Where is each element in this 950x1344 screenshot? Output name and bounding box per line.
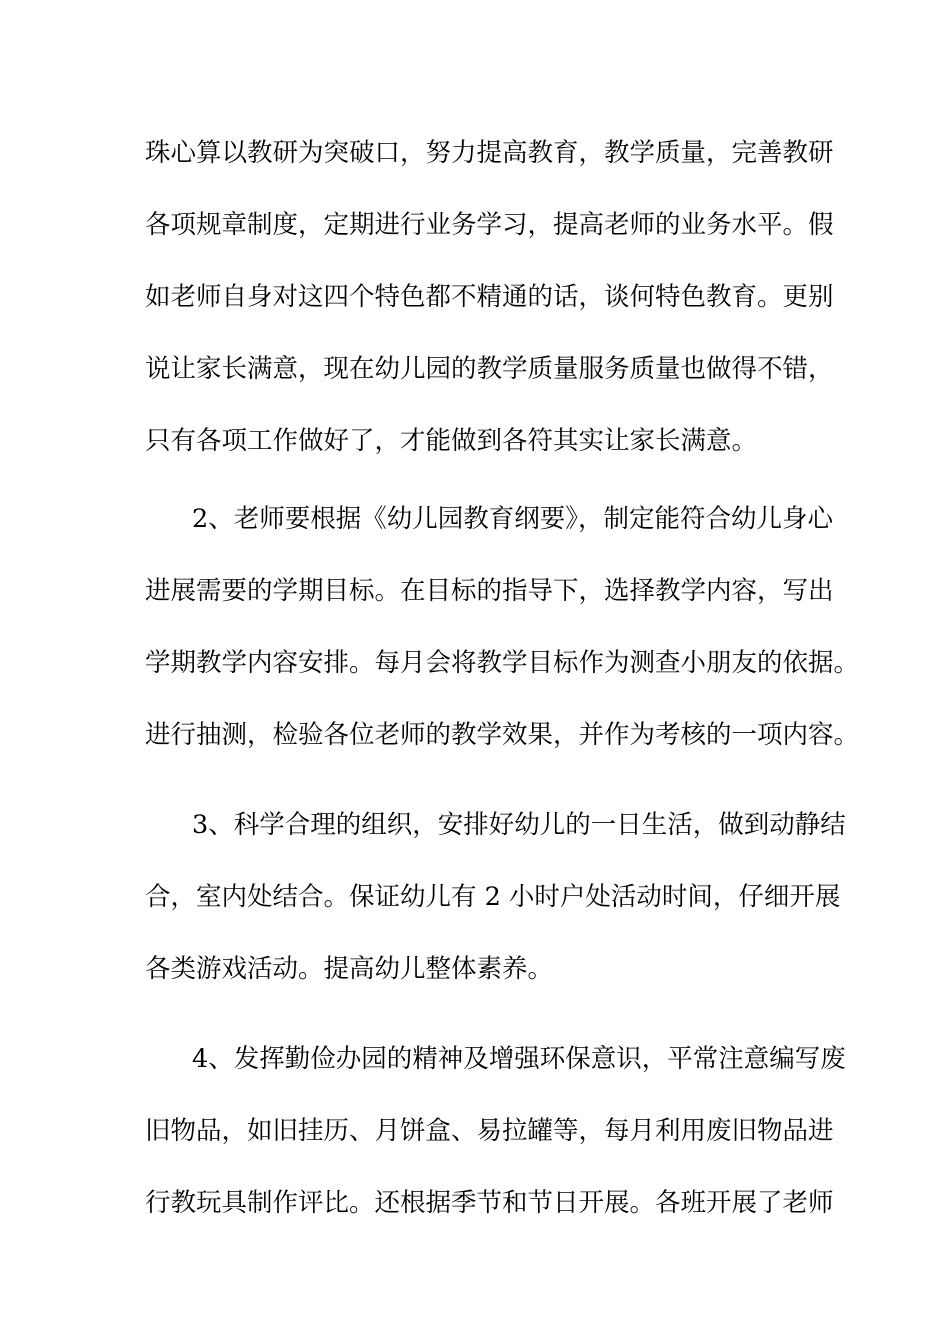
text-line: 进展需要的学期目标。在目标的指导下，选择教学内容，写出 bbox=[145, 576, 834, 606]
text-line: 进行抽测，检验各位老师的教学效果，并作为考核的一项内容。 bbox=[145, 720, 860, 750]
text-line: 说让家长满意，现在幼儿园的教学质量服务质量也做得不错， bbox=[145, 354, 834, 384]
text-line: 各类游戏活动。提高幼儿整体素养。 bbox=[145, 954, 554, 984]
text-line: 各项规章制度，定期进行业务学习，提高老师的业务水平。假 bbox=[145, 210, 834, 240]
paragraph-3-first-line: 3、科学合理的组织，安排好幼儿的一日生活，做到动静结 bbox=[192, 810, 846, 840]
text-line: 珠心算以教研为突破口，努力提高教育，教学质量，完善教研 bbox=[145, 138, 834, 168]
text-line: 学期教学内容安排。每月会将教学目标作为测查小朋友的依据。 bbox=[145, 648, 860, 678]
text-line: 旧物品，如旧挂历、月饼盒、易拉罐等，每月利用废旧物品进 bbox=[145, 1116, 834, 1146]
text-line: 合，室内处结合。保证幼儿有 2 小时户处活动时间，仔细开展 bbox=[145, 882, 841, 912]
paragraph-2-first-line: 2、老师要根据《幼儿园教育纲要》，制定能符合幼儿身心 bbox=[192, 504, 833, 534]
text-line: 行教玩具制作评比。还根据季节和节日开展。各班开展了老师 bbox=[145, 1188, 834, 1218]
paragraph-4-first-line: 4、发挥勤俭办园的精神及增强环保意识，平常注意编写废 bbox=[192, 1044, 846, 1074]
text-line: 只有各项工作做好了，才能做到各符其实让家长满意。 bbox=[145, 426, 758, 456]
text-line: 如老师自身对这四个特色都不精通的话，谈何特色教育。更别 bbox=[145, 282, 834, 312]
